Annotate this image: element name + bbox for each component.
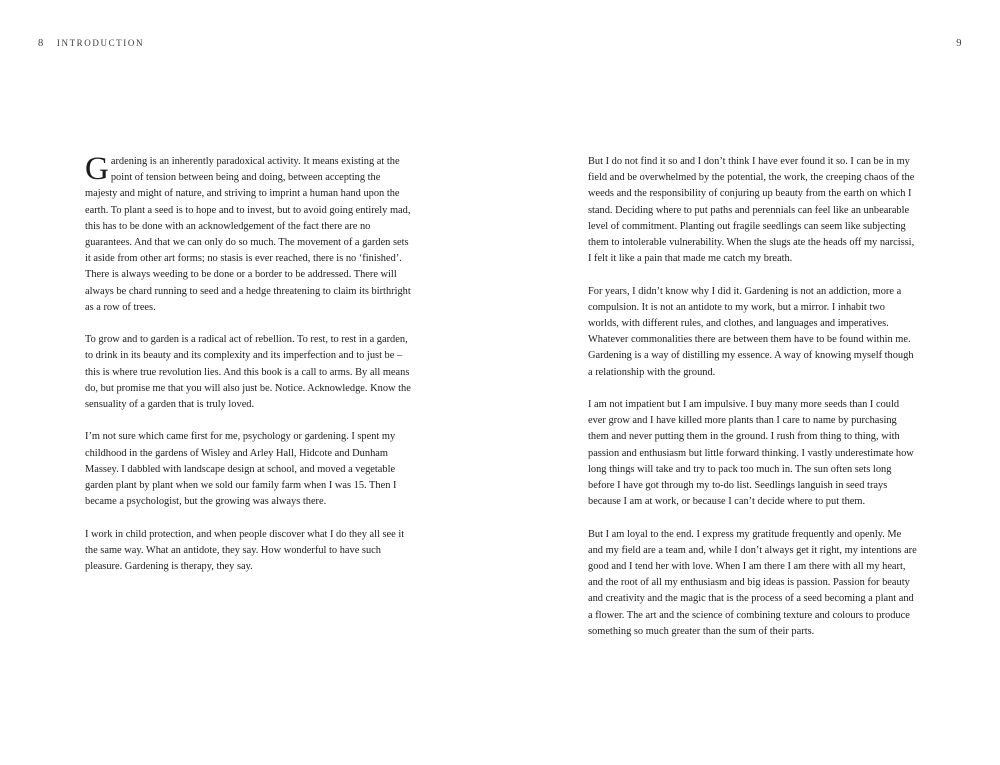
left-page-body (85, 151, 415, 591)
right-page-body (588, 154, 918, 656)
left-page-header (38, 38, 144, 49)
drop-cap: G (85, 151, 109, 187)
paragraph: I am not impatient but I am impulsive. I buy many more seeds than I could ever grow and I have killed more plants than I care to name by purchasing them and never putting them in the ground. I rush from thing to thing, with passion and enthusiasm but little forward thinking. I vastly underestimate how long things will take and try to pack too much in. The sun often sets long before I have got through my to-do list. Seedlings languish in seed trays because I am at work, or because I can’t decide where to put them. (588, 399, 914, 508)
paragraph: But I am loyal to the end. I express my gratitude frequently and openly. Me and my field are a team and, while I don’t always get it right, my intentions are good and I tend her with love. When I am there I am there with all my heart, and the root of all my enthusiasm and big ideas is passion. Passion for beauty and creativity and the magic that is the process of a seed becoming a plant and a flower. The art and the science of combining texture and colours to produce something so much greater than the sum of their parts. (588, 528, 917, 637)
paragraph: For years, I didn’t know why I did it. Gardening is not an addiction, more a compulsion. It is not an antidote to my work, but a mirror. I inhabit two worlds, with different rules, and clothes, and languages and imperatives. Whatever commonalities there are between them have to be found within me. Gardening is a way of distilling my essence. A way of knowing myself though a relationship with the ground. (588, 285, 914, 378)
paragraph-opening (85, 151, 415, 316)
paragraph: I work in child protection, and when people discover what I do they all see it the same way. What an antidote, they say. How wonderful to have such pleasure. Gardening is therapy, they say. (85, 528, 405, 573)
paragraph-opening-text: ardening is an inherently paradoxical activity. It means existing at the point of tension between being and doing, between accepting the majesty and might of nature, and striving to imprint a human hand upon the earth. To plant a seed is to hope and to invest, but to avoid going entirely mad, this has to be done with an acknowledgement of the fact there are no guarantees. And that we can only do so much. The movement of a garden sets it aside from other art forms; no stasis is ever reached, there is no ‘finished’. There is always weeding to be done or a border to be addressed. There will always be chard running to seed and a hedge threatening to claim its birthright as a row of trees. (85, 156, 411, 313)
left-page-number: 8 (38, 38, 44, 49)
paragraph: To grow and to garden is a radical act of rebellion. To rest, to rest in a garden, to drink in its beauty and its complexity and its imperfection and to just be – this is where true revolution lies. And this book is a call to arms. By all means do, but promise me that you will also just be. Notice. Acknowledge. Know the sensuality of a garden that is truly loved. (85, 334, 411, 411)
paragraph: I’m not sure which came first for me, psychology or gardening. I spent my childhood in the gardens of Wisley and Arley Hall, Hidcote and Dunham Massey. I dabbled with landscape design at school, and moved a vegetable garden plant by plant when we sold our family farm when I was 15. Then I became a psychologist, but the growing was always there. (85, 431, 397, 508)
running-head: INTRODUCTION (56, 38, 145, 48)
paragraph: But I do not find it so and I don’t think I have ever found it so. I can be in my field and be overwhelmed by the potential, the work, the creeping chaos of the weeds and the responsibility of conjuring up beauty from the earth on which I stand. Deciding where to put paths and perennials can feel like an unbearable level of commitment. Planting out fragile seedlings can seem like subjecting them to intolerable vulnerability. When the slugs ate the heads off my narcissi, I felt it like a pain that made me catch my breath. (588, 156, 915, 265)
right-page-number: 9 (956, 38, 962, 49)
